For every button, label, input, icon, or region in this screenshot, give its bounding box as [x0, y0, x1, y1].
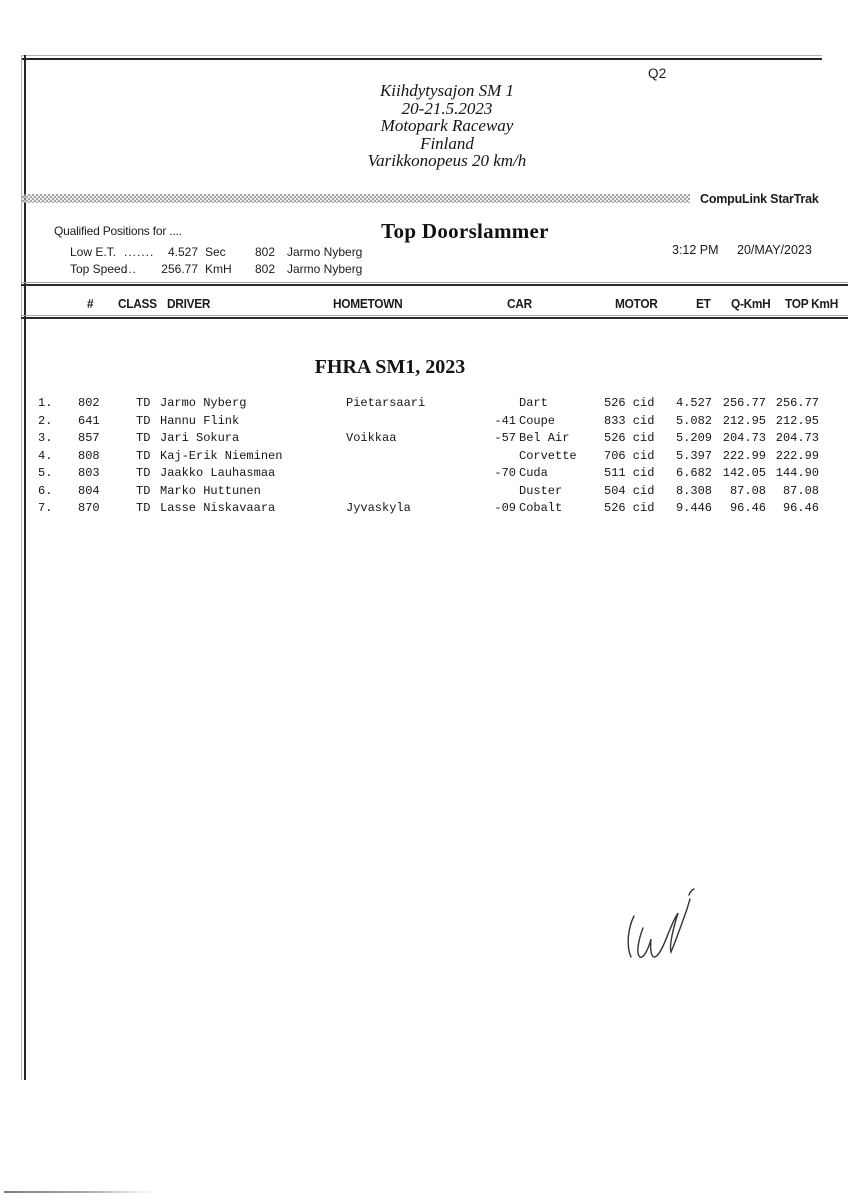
cell-driver: Marko Huttunen — [160, 483, 261, 498]
cell-rank: 1. — [38, 396, 53, 410]
top-speed-dots: ... — [124, 262, 138, 276]
class-title: Top Doorslammer — [381, 219, 549, 243]
cell-topkmh: 222.99 — [775, 448, 819, 463]
top-speed-unit: KmH — [205, 262, 232, 276]
cell-et: 9.446 — [675, 501, 712, 515]
cell-class: TD — [136, 466, 151, 480]
cell-et: 6.682 — [675, 466, 712, 480]
cell-et: 8.308 — [675, 483, 712, 498]
top-speed-driver: Jarmo Nyberg — [287, 262, 363, 276]
print-time: 3:12 PM — [672, 243, 719, 257]
col-header-class: CLASS — [118, 297, 157, 311]
col-header-driver: DRIVER — [167, 297, 211, 311]
low-et-car-number: 802 — [255, 245, 276, 259]
event-dates: 20-21.5.2023 — [401, 98, 493, 118]
event-venue: Motopark Raceway — [380, 116, 514, 136]
cell-car: Corvette — [519, 448, 577, 463]
cell-class: TD — [136, 413, 151, 428]
cell-motor: 526 cid — [604, 431, 655, 445]
table-row — [0, 413, 848, 431]
cell-car-year: -09 — [494, 501, 516, 515]
cell-motor: 526 cid — [604, 501, 655, 515]
table-row — [0, 395, 848, 413]
col-header-motor: MOTOR — [615, 297, 658, 311]
cell-et: 5.397 — [675, 448, 712, 463]
table-row — [0, 483, 848, 501]
cell-car: Bel Air — [519, 431, 570, 445]
cell-hometown: Voikkaa — [346, 431, 397, 445]
cell-driver: Jarmo Nyberg — [160, 396, 247, 410]
low-et-label: Low E.T. — [70, 245, 117, 259]
cell-class: TD — [136, 431, 151, 445]
cell-driver: Lasse Niskavaara — [160, 501, 276, 515]
cell-car-number: 804 — [78, 483, 100, 498]
cell-et: 4.527 — [675, 396, 712, 410]
table-row — [0, 465, 848, 483]
cell-topkmh: 96.46 — [782, 501, 819, 515]
cell-car: Cobalt — [519, 501, 563, 515]
cell-car-year: -70 — [494, 466, 516, 480]
cell-car: Cuda — [519, 466, 548, 480]
cell-motor: 504 cid — [604, 483, 655, 498]
cell-qkmh: 96.46 — [729, 501, 766, 515]
print-date: 20/MAY/2023 — [737, 243, 812, 257]
dither-separator — [22, 194, 690, 203]
cell-rank: 2. — [38, 413, 53, 428]
cell-car-number: 803 — [78, 466, 100, 480]
cell-topkmh: 212.95 — [775, 413, 819, 428]
cell-car-number: 641 — [78, 413, 100, 428]
cell-qkmh: 204.73 — [722, 431, 766, 445]
cell-class: TD — [136, 483, 151, 498]
cell-driver: Kaj-Erik Nieminen — [160, 448, 283, 463]
table-rule-top — [21, 282, 848, 286]
low-et-row — [0, 245, 848, 259]
cell-qkmh: 87.08 — [729, 483, 766, 498]
event-country: Finland — [420, 133, 474, 153]
top-speed-row — [0, 262, 848, 276]
results-title: FHRA SM1, 2023 — [314, 356, 466, 378]
cell-rank: 3. — [38, 431, 53, 445]
cell-topkmh: 256.77 — [775, 396, 819, 410]
cell-rank: 6. — [38, 483, 53, 498]
cell-motor: 706 cid — [604, 448, 655, 463]
cell-qkmh: 212.95 — [722, 413, 766, 428]
cell-driver: Jari Sokura — [160, 431, 240, 445]
cell-rank: 5. — [38, 466, 53, 480]
signature-mark — [618, 888, 698, 968]
cell-qkmh: 256.77 — [722, 396, 766, 410]
cell-topkmh: 87.08 — [782, 483, 819, 498]
cell-topkmh: 204.73 — [775, 431, 819, 445]
cell-topkmh: 144.90 — [775, 466, 819, 480]
cell-car-number: 802 — [78, 396, 100, 410]
table-row — [0, 500, 848, 518]
cell-hometown: Pietarsaari — [346, 396, 426, 410]
qualified-positions-label: Qualified Positions for .... — [54, 224, 182, 238]
cell-rank: 4. — [38, 448, 53, 463]
timing-system-brand: CompuLink StarTrak — [700, 191, 819, 206]
cell-et: 5.082 — [675, 413, 712, 428]
event-header — [247, 82, 647, 170]
low-et-driver: Jarmo Nyberg — [287, 245, 363, 259]
col-header-number: # — [87, 297, 94, 311]
col-header-topkmh: TOP KmH — [785, 297, 839, 311]
low-et-dots: ....... — [124, 245, 155, 259]
cell-motor: 511 cid — [604, 466, 655, 480]
cell-car: Coupe — [519, 413, 556, 428]
cell-car: Duster — [519, 483, 563, 498]
col-header-qkmh: Q-KmH — [731, 297, 771, 311]
cell-rank: 7. — [38, 501, 53, 515]
cell-hometown: Jyvaskyla — [346, 501, 411, 515]
cell-car: Dart — [519, 396, 548, 410]
cell-motor: 833 cid — [604, 413, 655, 428]
cell-motor: 526 cid — [604, 396, 655, 410]
page-border-left — [21, 55, 26, 1080]
col-header-hometown: HOMETOWN — [333, 297, 403, 311]
event-pitspeed: Varikkonopeus 20 km/h — [367, 151, 527, 171]
cell-driver: Hannu Flink — [160, 413, 240, 428]
table-row — [0, 448, 848, 466]
round-label: Q2 — [648, 66, 667, 81]
cell-car-year: -41 — [494, 413, 516, 428]
top-speed-label: Top Speed — [70, 262, 128, 276]
col-header-et: ET — [696, 297, 711, 311]
top-speed-car-number: 802 — [255, 262, 276, 276]
cell-qkmh: 142.05 — [722, 466, 766, 480]
table-row — [0, 430, 848, 448]
cell-class: TD — [136, 501, 151, 515]
cell-et: 5.209 — [675, 431, 712, 445]
table-rule-bottom — [21, 315, 848, 319]
results-rows — [0, 395, 848, 518]
cell-class: TD — [136, 396, 151, 410]
cell-class: TD — [136, 448, 151, 463]
cell-car-number: 870 — [78, 501, 100, 515]
event-title: Kiihdytysajon SM 1 — [379, 81, 515, 100]
cell-car-year: -57 — [494, 431, 516, 445]
cell-car-number: 857 — [78, 431, 100, 445]
low-et-value: 4.527 — [167, 245, 198, 259]
top-speed-value: 256.77 — [161, 262, 198, 276]
col-header-car: CAR — [507, 297, 532, 311]
cell-qkmh: 222.99 — [722, 448, 766, 463]
scan-artifact-line — [4, 1191, 154, 1193]
page-border-top — [21, 55, 822, 60]
cell-car-number: 808 — [78, 448, 100, 463]
low-et-unit: Sec — [205, 245, 226, 259]
cell-driver: Jaakko Lauhasmaa — [160, 466, 276, 480]
